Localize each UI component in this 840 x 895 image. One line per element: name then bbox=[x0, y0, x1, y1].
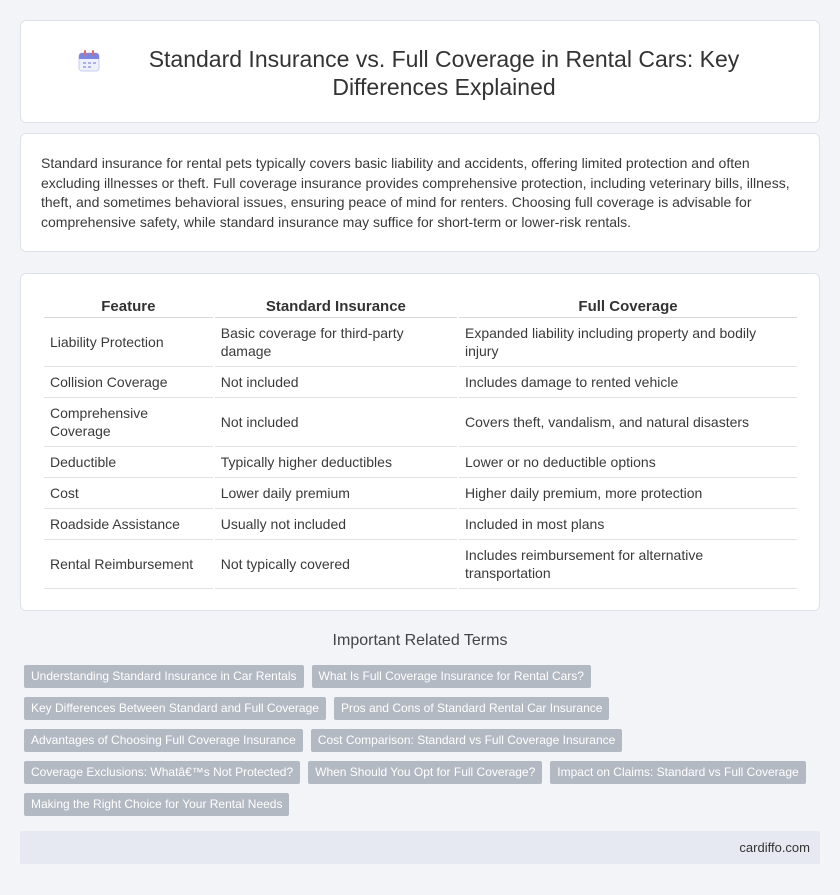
column-header-full: Full Coverage bbox=[459, 296, 797, 318]
footer-site-link[interactable]: cardiffo.com bbox=[739, 840, 810, 855]
related-tag[interactable]: Key Differences Between Standard and Full Coverage bbox=[24, 697, 326, 720]
table-cell: Not typically covered bbox=[215, 540, 457, 589]
related-tag[interactable]: Cost Comparison: Standard vs Full Coverage Insurance bbox=[311, 729, 622, 752]
table-cell: Includes damage to rented vehicle bbox=[459, 367, 797, 398]
calendar-icon bbox=[76, 48, 102, 74]
table-cell: Comprehensive Coverage bbox=[44, 398, 213, 447]
page-title: Standard Insurance vs. Full Coverage in Rental Cars: Key Differences Explained bbox=[148, 46, 740, 100]
table-cell: Deductible bbox=[44, 447, 213, 478]
intro-card bbox=[20, 133, 820, 252]
table-cell: Lower daily premium bbox=[215, 478, 457, 509]
table-cell: Basic coverage for third-party damage bbox=[215, 318, 457, 367]
related-tags-row bbox=[24, 729, 630, 752]
intro-paragraph: Standard insurance for rental pets typically covers basic liability and accidents, offering limited protection and often excluding illnesses or theft. Full coverage insurance provides comprehensive protection, including veterinary bills, illness, theft, and sometimes behavioral issues, ensuring peace of mind for renters. Choosing full coverage is advisable for comprehensive safety, while standard insurance may suffice for short-term or lower-risk rentals. bbox=[41, 155, 790, 230]
related-tags-row bbox=[24, 793, 297, 816]
comparison-table bbox=[42, 296, 799, 589]
table-row bbox=[44, 540, 797, 589]
table-cell: Roadside Assistance bbox=[44, 509, 213, 540]
table-cell: Rental Reimbursement bbox=[44, 540, 213, 589]
related-tag[interactable]: Pros and Cons of Standard Rental Car Insurance bbox=[334, 697, 609, 720]
table-row bbox=[44, 509, 797, 540]
table-cell: Typically higher deductibles bbox=[215, 447, 457, 478]
table-cell: Collision Coverage bbox=[44, 367, 213, 398]
column-header-feature: Feature bbox=[44, 296, 213, 318]
related-terms-title: Important Related Terms bbox=[332, 632, 508, 649]
table-row bbox=[44, 447, 797, 478]
related-tag[interactable]: Coverage Exclusions: Whatâ€™s Not Protected? bbox=[24, 761, 300, 784]
table-row bbox=[44, 318, 797, 367]
table-cell: Lower or no deductible options bbox=[459, 447, 797, 478]
table-row bbox=[44, 478, 797, 509]
footer bbox=[20, 831, 820, 864]
table-cell: Cost bbox=[44, 478, 213, 509]
related-tag[interactable]: What Is Full Coverage Insurance for Rental Cars? bbox=[312, 665, 591, 688]
table-cell: Not included bbox=[215, 398, 457, 447]
related-tag[interactable]: Understanding Standard Insurance in Car Rentals bbox=[24, 665, 304, 688]
table-cell: Included in most plans bbox=[459, 509, 797, 540]
title-card bbox=[20, 20, 820, 123]
table-cell: Covers theft, vandalism, and natural disasters bbox=[459, 398, 797, 447]
column-header-standard: Standard Insurance bbox=[215, 296, 457, 318]
table-cell: Expanded liability including property and bodily injury bbox=[459, 318, 797, 367]
related-tags-row bbox=[24, 761, 814, 784]
table-cell: Liability Protection bbox=[44, 318, 213, 367]
related-tag[interactable]: Impact on Claims: Standard vs Full Coverage bbox=[550, 761, 805, 784]
table-cell: Higher daily premium, more protection bbox=[459, 478, 797, 509]
related-tags-row bbox=[24, 697, 617, 720]
related-tag[interactable]: Making the Right Choice for Your Rental Needs bbox=[24, 793, 289, 816]
table-cell: Includes reimbursement for alternative transportation bbox=[459, 540, 797, 589]
related-tags-row bbox=[24, 665, 599, 688]
table-row bbox=[44, 398, 797, 447]
table-header-row bbox=[44, 296, 797, 318]
table-cell: Usually not included bbox=[215, 509, 457, 540]
comparison-table-card bbox=[20, 273, 820, 611]
related-tag[interactable]: Advantages of Choosing Full Coverage Insurance bbox=[24, 729, 303, 752]
table-row bbox=[44, 367, 797, 398]
related-tag[interactable]: When Should You Opt for Full Coverage? bbox=[308, 761, 542, 784]
table-cell: Not included bbox=[215, 367, 457, 398]
